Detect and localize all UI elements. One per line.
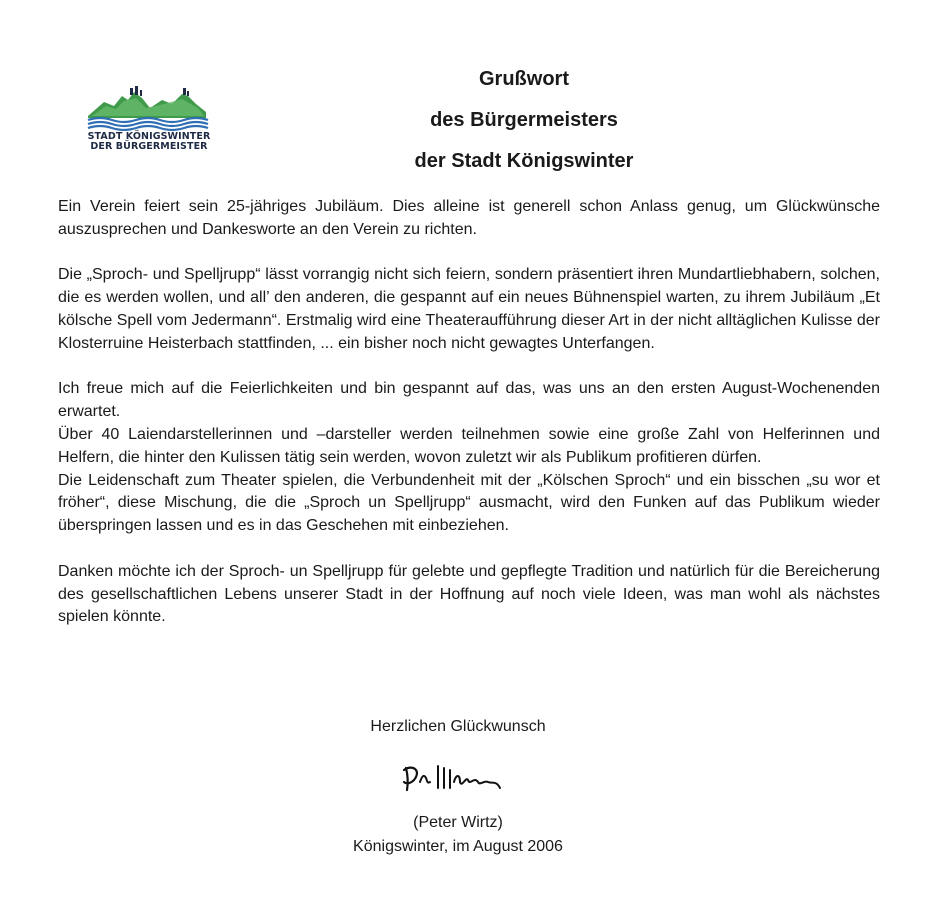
- signer-name: (Peter Wirtz): [413, 814, 503, 831]
- logo-line-city: STADT KÖNIGSWINTER: [87, 131, 211, 142]
- paragraph-5: Die Leidenschaft zum Theater spielen, die Verbundenheit mit der „Kölschen Sproch“ und ein bisschen „su wor et fröher“, diese Mischung, die die „Sproch un Spelljrupp“ ausmacht, wird den Funken auf das Publikum wieder überspringen lassen und es in das Geschehen mit einbeziehen.: [58, 471, 880, 535]
- signature-icon: [400, 758, 510, 798]
- title-line-1: Grußwort: [479, 68, 569, 90]
- paragraph-6: Danken möchte ich der Sproch- un Spelljrupp für gelebte und gepflegte Tradition und natürlich für die Bereicherung des gesellschaftlichen Lebens unserer Stadt in der Hoffnung auf noch viele Ideen, was man wohl als nächstes spielen könnte.: [58, 562, 880, 626]
- logo-line-mayor: DER BÜRGERMEISTER: [90, 141, 208, 152]
- logo-caption: [84, 132, 214, 152]
- paragraph-3: Ich freue mich auf die Feierlichkeiten und bin gespannt auf das, was uns an den ersten August-Wochenenden erwartet.: [58, 380, 880, 421]
- mountain-logo-icon: [84, 82, 214, 132]
- title-line-3: der Stadt Königswinter: [414, 150, 634, 172]
- page-title: [330, 59, 718, 182]
- title-line-2: des Bürgermeisters: [430, 109, 618, 131]
- paragraph-4: Über 40 Laiendarstellerinnen und –darsteller werden teilnehmen sowie eine große Zahl von Helferinnen und Helfern, die hinter den Kulissen tätig sein werden, wovon zuletzt wir als Publikum profitieren dürfen.: [58, 425, 880, 466]
- paragraph-1: Ein Verein feiert sein 25-jähriges Jubiläum. Dies alleine ist generell schon Anlass genug, um Glückwünsche auszusprechen und Dankesworte an den Verein zu richten.: [58, 198, 880, 238]
- city-logo: [84, 82, 214, 162]
- letter-body: [58, 196, 880, 629]
- greeting: Herzlichen Glückwunsch: [370, 718, 546, 735]
- place-and-date: Königswinter, im August 2006: [353, 838, 563, 855]
- paragraph-2: Die „Sproch- und Spelljrupp“ lässt vorrangig nicht sich feiern, sondern präsentiert ihren Mundartliebhabern, solchen, die es werden wollen, und all’ den anderen, die gespannt auf ein neues Bühnenspiel warten, zu ihrem Jubiläum „Et kölsche Spell vom Jedermann“. Erstmalig wird eine Theateraufführung dieser Art in der nicht alltäglichen Kulisse der Klosterruine Heisterbach stattfinden, ... ein bisher noch nicht gewagtes Unterfangen.: [58, 266, 880, 352]
